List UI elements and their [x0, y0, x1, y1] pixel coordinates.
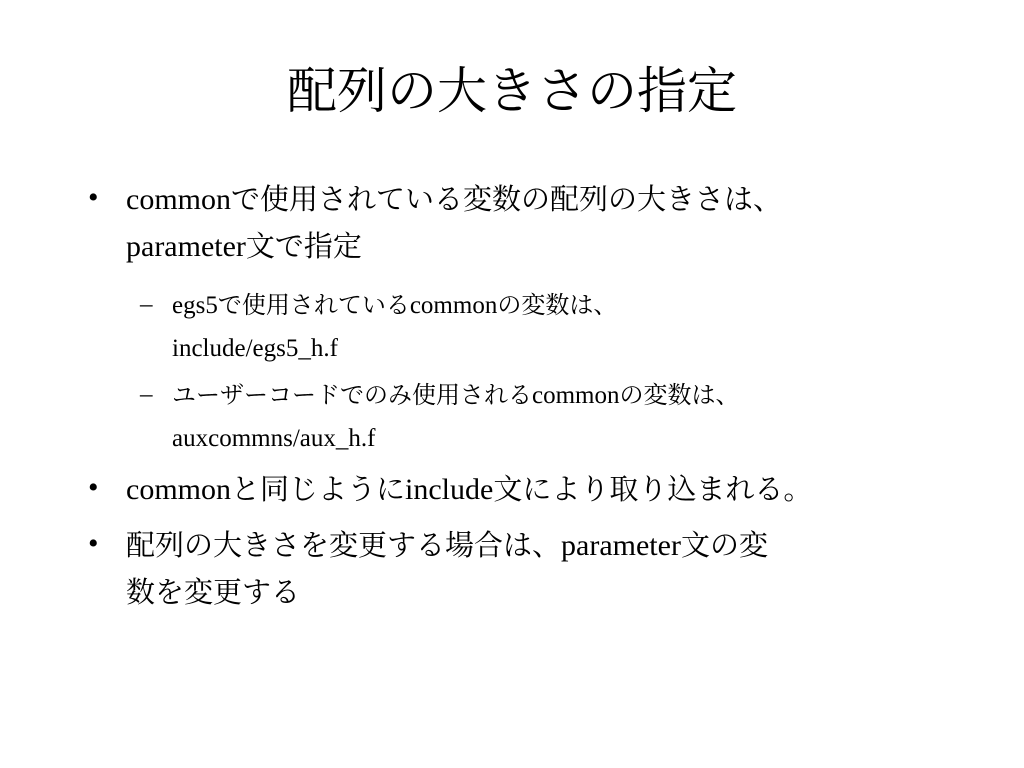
code-term: common [409, 292, 498, 319]
code-term: parameter [126, 230, 246, 263]
sub-bullet-text: で使用されている [217, 291, 410, 319]
bullet-marker: • [88, 471, 99, 504]
bullet-text: 文で指定 [245, 229, 362, 263]
bullet-item-include [126, 466, 812, 513]
bullet-item-common-arrays [126, 176, 782, 270]
bullet-marker: • [88, 527, 99, 560]
sub-bullet-line [172, 284, 617, 327]
slide-title: 配列の大きさの指定 [287, 62, 737, 120]
bullet-text: 配列の大きさを変更する場合は、 [126, 528, 562, 562]
code-term: common [532, 382, 620, 409]
bullet-text: 文の変 [680, 528, 768, 562]
sub-bullet-line [172, 374, 740, 417]
code-term: common [126, 473, 231, 506]
bullet-text: 数を変更する [126, 575, 301, 609]
bullet-line [126, 176, 782, 223]
sub-bullet-marker: – [140, 291, 153, 318]
file-path: include/egs5_h.f [172, 335, 338, 362]
sub-item-user-code-common [172, 374, 740, 460]
sub-bullet-text: の変数は、 [619, 381, 740, 409]
bullet-marker: • [88, 181, 99, 214]
bullet-line [126, 223, 782, 270]
sub-bullet-text: ユーザーコードでのみ使用される [172, 381, 532, 409]
sub-item-egs5-common [172, 284, 617, 370]
sub-bullet-marker: – [140, 381, 153, 408]
code-term: egs5 [172, 292, 218, 319]
code-term: parameter [561, 529, 681, 562]
bullet-text: と同じように [231, 472, 406, 506]
bullet-line [126, 522, 768, 569]
bullet-text: 文により取り込まれる。 [493, 472, 813, 506]
bullet-line [126, 466, 812, 513]
code-term: common [126, 183, 231, 216]
sub-bullet-text: の変数は、 [497, 291, 618, 319]
file-path: auxcommns/aux_h.f [172, 425, 376, 452]
bullet-item-change-size [126, 522, 768, 615]
bullet-text: で使用されている変数の配列の大きさは、 [231, 182, 783, 216]
code-term: include [405, 473, 494, 506]
